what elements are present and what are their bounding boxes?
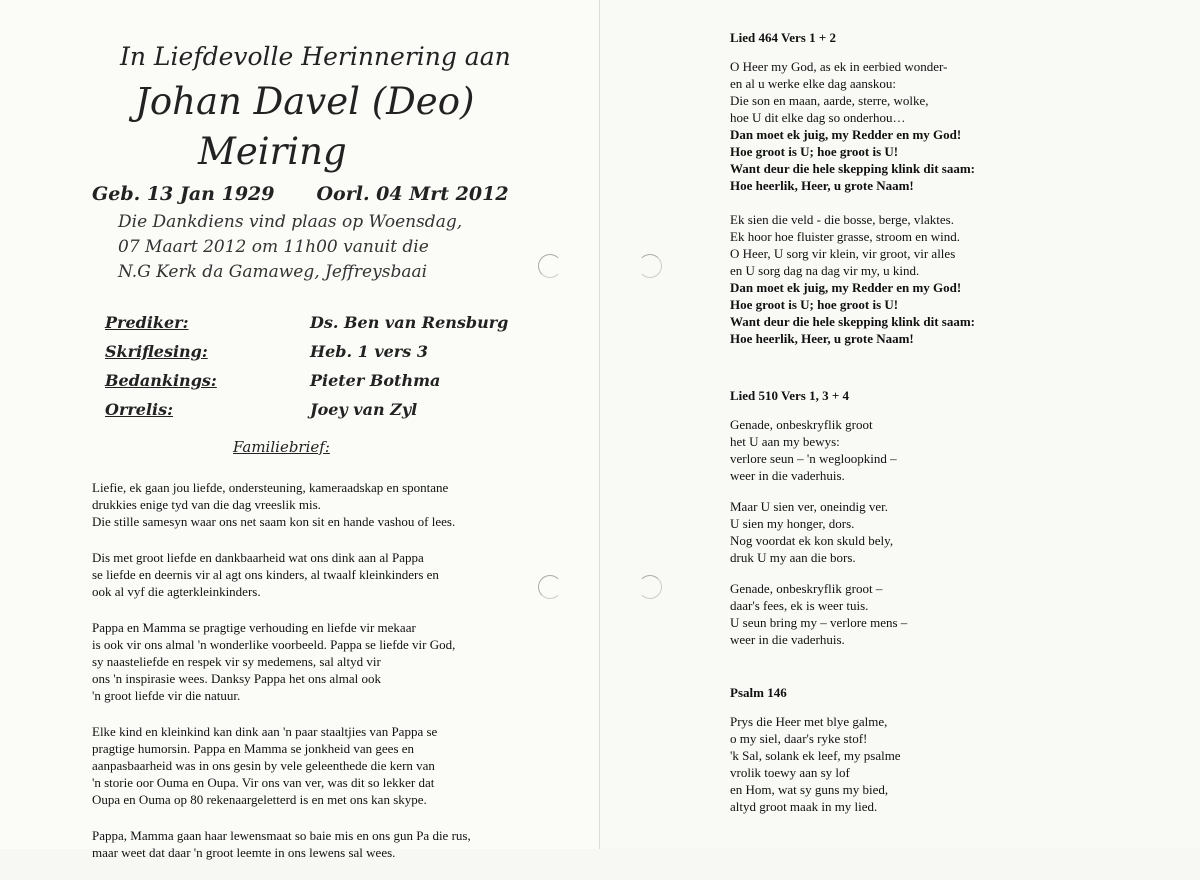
- letter-paragraph: Pappa, Mamma gaan haar lewensmaat so baie mis en ons gun Pa die rus, maar weet dat daar 'n groot leemte in ons lewens sal wees.: [92, 828, 471, 860]
- role-row: [105, 313, 535, 342]
- hymn-title: Lied 464 Vers 1 + 2: [730, 30, 836, 45]
- punch-hole: [638, 575, 662, 599]
- punch-hole: [638, 254, 662, 278]
- hymn: [730, 29, 1170, 347]
- role-row: [105, 342, 535, 371]
- hymn-title: Lied 510 Vers 1, 3 + 4: [730, 388, 849, 403]
- role-value: Ds. Ben van Rensburg: [310, 313, 509, 332]
- hymn-title: Psalm 146: [730, 685, 787, 700]
- verse: [730, 211, 1170, 347]
- role-value: Pieter Bothma: [310, 371, 441, 390]
- role-label: Skriflesing:: [105, 342, 208, 361]
- letter-paragraph: Dis met groot liefde en dankbaarheid wat ons dink aan al Pappa se liefde en deernis vir al agt ons kinders, al twaalf kleinkinders en ook al vyf die agterkleinkinders.: [92, 550, 439, 599]
- verse-text: Genade, onbeskryflik groot – daar's fees, ek is weer tuis. U seun bring my – verlore mens – weer in die vaderhuis.: [730, 581, 908, 647]
- verse: [730, 58, 1170, 194]
- deceased-first-names: Johan Davel (Deo): [135, 80, 475, 123]
- service-details: Die Dankdiens vind plaas op Woensdag, 07 Maart 2012 om 11h00 vanuit die N.G Kerk da Gamaweg, Jeffreysbaai: [118, 212, 463, 282]
- memorial-heading: In Liefdevolle Herinnering aan: [120, 42, 511, 71]
- role-row: [105, 400, 535, 429]
- verse-text: Maar U sien ver, oneindig ver. U sien my honger, dors. Nog voordat ek kon skuld bely, druk U my aan die bors.: [730, 499, 894, 565]
- verse-text: Prys die Heer met blye galme, o my siel, daar's ryke stof! 'k Sal, solank ek leef, my psalme vrolik toewy aan sy lof en Hom, wat sy guns my bied, altyd groot maak in my lied.: [730, 714, 901, 814]
- life-dates: [92, 183, 509, 205]
- death-date: Oorl. 04 Mrt 2012: [316, 183, 509, 205]
- verse-text: Ek sien die veld - die bosse, berge, vlaktes. Ek hoor hoe fluister grasse, stroom en wind. O Heer, U sorg vir klein, vir groot, vir alles en U sorg dag na dag vir my, u kind.: [730, 212, 960, 278]
- letter-paragraph: Elke kind en kleinkind kan dink aan 'n paar staaltjies van Pappa se pragtige humorsin. Pappa en Mamma se jonkheid van gees en aanpasbaarheid was in ons gesin by vele geleenthede die kern van 'n storie oor Ouma en Oupa. Vir ons van ver, was dit so lekker dat Oupa en Ouma op 80 rekenaargeletterd is en met ons kan skype.: [92, 724, 438, 807]
- service-roles: [105, 313, 535, 429]
- role-label: Bedankings:: [105, 371, 217, 390]
- family-letter-title: Familiebrief:: [233, 438, 330, 456]
- hymn: [730, 684, 1170, 815]
- right-page: [600, 0, 1200, 849]
- hymns-column: [730, 29, 1170, 829]
- letter-paragraph: Pappa en Mamma se pragtige verhouding en liefde vir mekaar is ook vir ons almal 'n wonderlike voorbeeld. Pappa se liefde vir God, sy naasteliefde en respek vir sy medemens, sal altyd vir ons 'n inspirasie wees. Danksy Pappa het ons almal ook 'n groot liefde vir die natuur.: [92, 620, 456, 703]
- role-value: Joey van Zyl: [310, 400, 418, 419]
- deceased-surname: Meiring: [198, 130, 347, 173]
- birth-date: Geb. 13 Jan 1929: [92, 183, 275, 205]
- role-label: Orrelis:: [105, 400, 174, 419]
- left-page: [0, 0, 600, 860]
- verse-text: O Heer my God, as ek in eerbied wonder- en al u werke elke dag aanskou: Die son en maan, aarde, sterre, wolke, hoe U dit elke dag so onderhou…: [730, 59, 948, 125]
- role-row: [105, 371, 535, 400]
- chorus-text: Dan moet ek juig, my Redder en my God! Hoe groot is U; hoe groot is U! Want deur die hele skepping klink dit saam: Hoe heerlik, Heer, u grote Naam!: [730, 127, 976, 193]
- hymn: [730, 387, 1170, 648]
- letter-paragraph: Liefie, ek gaan jou liefde, ondersteuning, kameraadskap en spontane drukkies enige tyd van die dag vreeslik mis. Die stille samesyn waar ons net saam kon sit en hande vashou of lees.: [92, 480, 456, 529]
- role-value: Heb. 1 vers 3: [310, 342, 428, 361]
- chorus-text: Dan moet ek juig, my Redder en my God! Hoe groot is U; hoe groot is U! Want deur die hele skepping klink dit saam: Hoe heerlik, Heer, u grote Naam!: [730, 280, 976, 346]
- punch-hole: [538, 575, 562, 599]
- family-letter: [92, 479, 512, 880]
- verse-text: Genade, onbeskryflik groot het U aan my bewys: verlore seun – 'n wegloopkind – weer in die vaderhuis.: [730, 417, 897, 483]
- role-label: Prediker:: [105, 313, 189, 332]
- punch-hole: [538, 254, 562, 278]
